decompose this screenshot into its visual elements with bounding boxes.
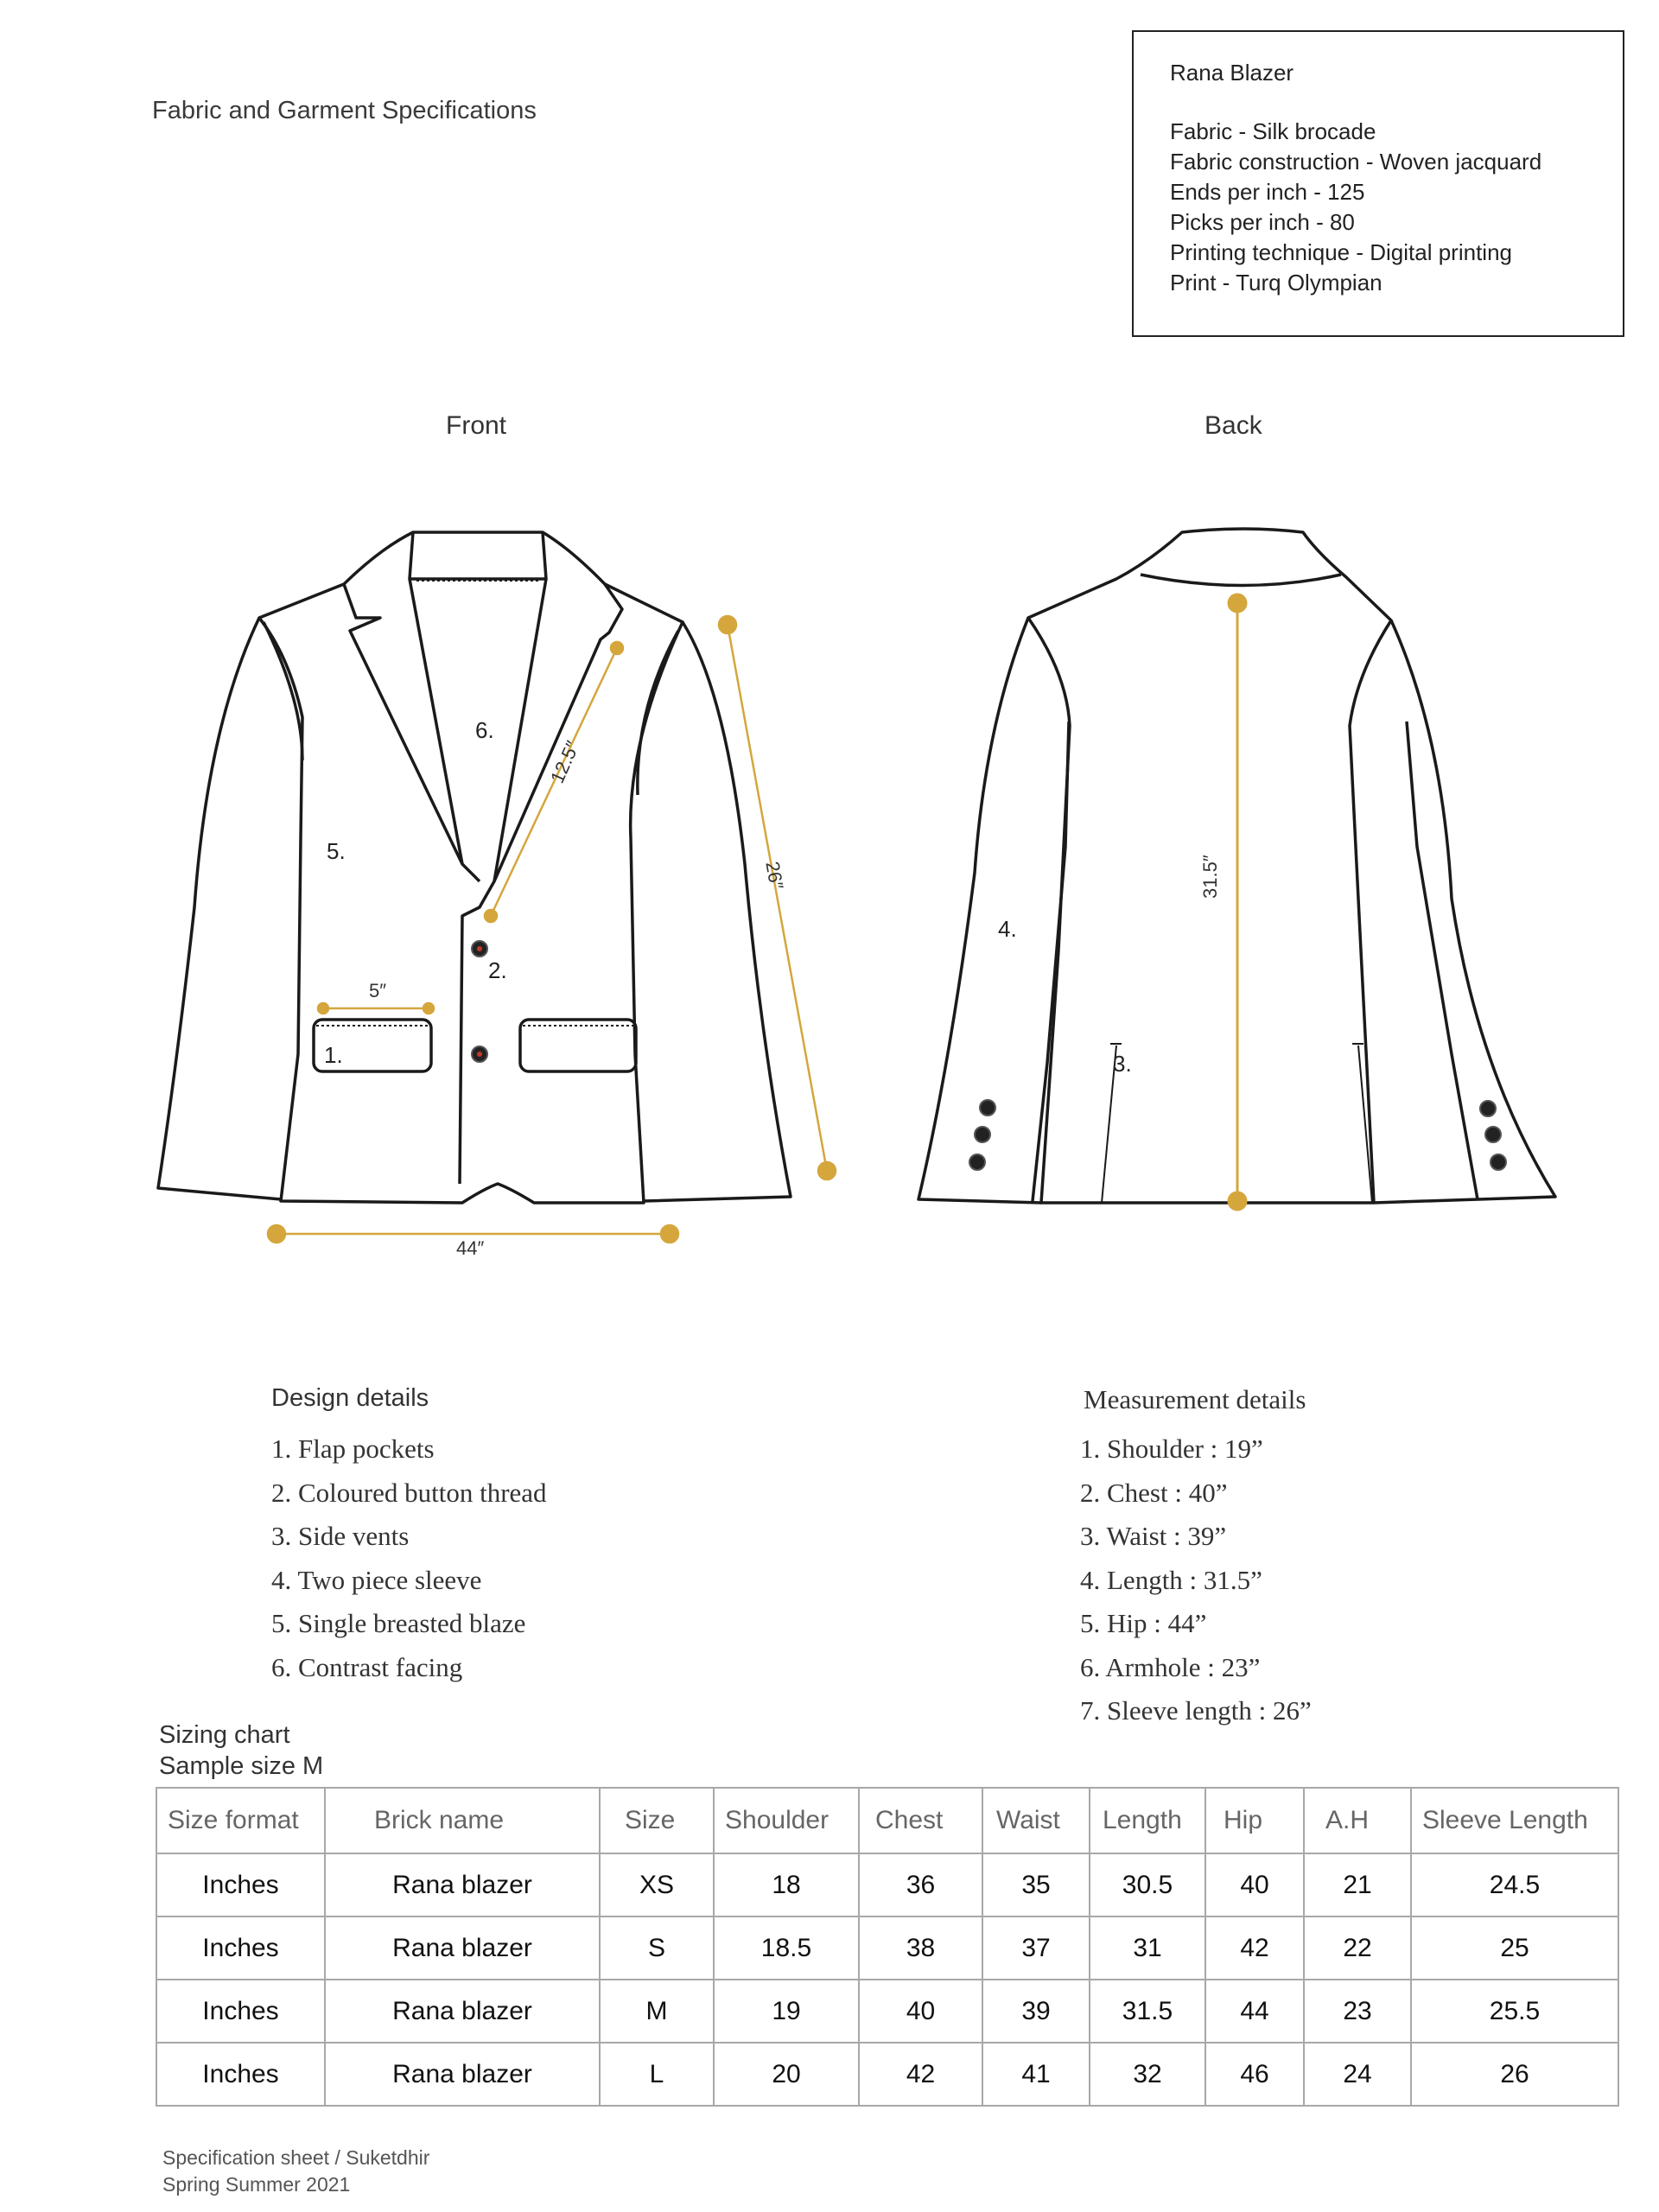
- design-details-heading: Design details: [271, 1384, 429, 1412]
- column-header: Shoulder: [714, 1788, 859, 1853]
- list-item: 7. Sleeve length : 26”: [1080, 1695, 1312, 1726]
- spec-construction: Fabric construction - Woven jacquard: [1170, 149, 1542, 175]
- footer-line-1: Specification sheet / Suketdhir: [162, 2146, 430, 2169]
- front-neck-facing-right: [494, 579, 546, 881]
- table-cell: 35: [982, 1853, 1090, 1916]
- column-header: Brick name: [325, 1788, 600, 1853]
- list-item: 1. Shoulder : 19”: [1080, 1433, 1263, 1464]
- front-blazer-drawing: [158, 532, 791, 1203]
- front-right-pocket: [520, 1020, 636, 1071]
- sleeve-length-label: 26″: [761, 860, 788, 892]
- design-details-list: [271, 1427, 547, 1689]
- table-cell: Rana blazer: [325, 1980, 600, 2043]
- column-header: Chest: [859, 1788, 982, 1853]
- column-header: Length: [1090, 1788, 1205, 1853]
- spec-picks-per-inch: Picks per inch - 80: [1170, 209, 1355, 235]
- table-cell: 25: [1411, 1916, 1618, 1980]
- list-item: 3. Side vents: [271, 1521, 410, 1551]
- front-neck-facing: [410, 579, 462, 864]
- list-item: 2. Chest : 40”: [1080, 1477, 1228, 1508]
- hip-width-label: 44″: [456, 1237, 485, 1259]
- column-header: Size format: [156, 1788, 325, 1853]
- table-cell: Rana blazer: [325, 1853, 600, 1916]
- back-length-label: 31.5″: [1199, 855, 1221, 899]
- spec-garment-name: Rana Blazer: [1170, 60, 1294, 86]
- fabric-spec-box: [1132, 30, 1624, 337]
- table-cell: 39: [982, 1980, 1090, 2043]
- table-row: [156, 1916, 1618, 1980]
- list-item: 3. Waist : 39”: [1080, 1521, 1227, 1551]
- table-cell: 31.5: [1090, 1980, 1205, 2043]
- front-left-lapel: [344, 584, 480, 881]
- button-thread-marker: [477, 1052, 482, 1057]
- measurement-details-list: [1080, 1427, 1312, 1733]
- table-cell: M: [600, 1980, 714, 2043]
- table-cell: 24.5: [1411, 1853, 1618, 1916]
- back-collar-seam: [1141, 575, 1341, 586]
- back-left-sleeve-seam: [1033, 721, 1069, 1201]
- table-cell: 22: [1304, 1916, 1411, 1980]
- column-header: Hip: [1205, 1788, 1304, 1853]
- table-row: [156, 1980, 1618, 2043]
- garment-flat-drawings: [0, 501, 1659, 1279]
- table-cell: Inches: [156, 1980, 325, 2043]
- table-cell: Rana blazer: [325, 1916, 600, 1980]
- spec-ends-per-inch: Ends per inch - 125: [1170, 179, 1365, 205]
- table-cell: 38: [859, 1916, 982, 1980]
- spec-fabric: Fabric - Silk brocade: [1170, 118, 1376, 144]
- table-cell: 18: [714, 1853, 859, 1916]
- table-cell: 42: [859, 2043, 982, 2106]
- front-label-6: 6.: [475, 717, 494, 743]
- table-cell: 36: [859, 1853, 982, 1916]
- measurement-details-heading: Measurement details: [1084, 1384, 1306, 1414]
- front-label-1: 1.: [324, 1042, 343, 1068]
- sizing-chart-heading: [159, 1719, 323, 1782]
- table-cell: 32: [1090, 2043, 1205, 2106]
- list-item: 4. Two piece sleeve: [271, 1564, 482, 1595]
- footer: [162, 2145, 429, 2198]
- table-cell: XS: [600, 1853, 714, 1916]
- back-view-label: Back: [1205, 411, 1262, 440]
- lapel-length-label: 12.5″: [546, 737, 584, 787]
- table-cell: 46: [1205, 2043, 1304, 2106]
- list-item: 6. Armhole : 23”: [1080, 1651, 1261, 1682]
- table-cell: 23: [1304, 1980, 1411, 2043]
- table-cell: Inches: [156, 1916, 325, 1980]
- column-header: Sleeve Length: [1411, 1788, 1618, 1853]
- front-label-5: 5.: [327, 838, 346, 864]
- front-view-label: Front: [446, 411, 507, 440]
- table-cell: S: [600, 1916, 714, 1980]
- front-label-2: 2.: [488, 957, 507, 983]
- footer-line-2: Spring Summer 2021: [162, 2173, 351, 2196]
- list-item: 5. Hip : 44”: [1080, 1608, 1207, 1638]
- table-cell: 40: [1205, 1853, 1304, 1916]
- table-cell: 26: [1411, 2043, 1618, 2106]
- table-cell: 19: [714, 1980, 859, 2043]
- list-item: 1. Flap pockets: [271, 1433, 435, 1464]
- list-item: 5. Single breasted blaze: [271, 1608, 526, 1638]
- table-row: [156, 1853, 1618, 1916]
- table-header-row: [156, 1788, 1618, 1853]
- sleeve-measure-line: [728, 625, 827, 1171]
- front-body-outline: [259, 532, 683, 1203]
- table-cell: 25.5: [1411, 1980, 1618, 2043]
- back-left-sleeve: [918, 618, 1041, 1203]
- table-cell: 42: [1205, 1916, 1304, 1980]
- table-cell: 37: [982, 1916, 1090, 1980]
- sizing-chart-sample: Sample size M: [159, 1752, 324, 1780]
- back-measurements: [1229, 594, 1246, 1210]
- table-cell: Inches: [156, 1853, 325, 1916]
- sizing-table: [156, 1787, 1619, 2107]
- table-cell: 18.5: [714, 1916, 859, 1980]
- sizing-chart-title: Sizing chart: [159, 1721, 290, 1749]
- table-cell: 21: [1304, 1853, 1411, 1916]
- front-right-lapel: [460, 584, 622, 1184]
- table-cell: 44: [1205, 1980, 1304, 2043]
- column-header: Waist: [982, 1788, 1090, 1853]
- back-right-sleeve: [1374, 620, 1555, 1203]
- table-cell: 40: [859, 1980, 982, 2043]
- table-cell: 41: [982, 2043, 1090, 2106]
- pocket-width-label: 5″: [369, 980, 387, 1001]
- table-cell: 31: [1090, 1916, 1205, 1980]
- table-cell: 30.5: [1090, 1853, 1205, 1916]
- front-collar: [410, 532, 546, 579]
- spec-print: Print - Turq Olympian: [1170, 270, 1382, 296]
- table-cell: 24: [1304, 2043, 1411, 2106]
- front-right-sleeve: [644, 622, 791, 1201]
- front-right-sleeve-seam: [638, 631, 678, 795]
- button-thread-marker: [477, 946, 482, 951]
- list-item: 2. Coloured button thread: [271, 1477, 547, 1508]
- table-cell: 20: [714, 2043, 859, 2106]
- front-left-sleeve: [158, 618, 281, 1199]
- table-cell: Inches: [156, 2043, 325, 2106]
- table-cell: Rana blazer: [325, 2043, 600, 2106]
- back-label-3: 3.: [1113, 1051, 1132, 1077]
- table-cell: L: [600, 2043, 714, 2106]
- back-label-4: 4.: [998, 916, 1017, 942]
- lapel-measure-line: [491, 648, 617, 916]
- list-item: 4. Length : 31.5”: [1080, 1564, 1262, 1595]
- page-title: Fabric and Garment Specifications: [152, 97, 537, 124]
- spec-printing-technique: Printing technique - Digital printing: [1170, 239, 1512, 265]
- column-header: Size: [600, 1788, 714, 1853]
- column-header: A.H: [1304, 1788, 1411, 1853]
- table-row: [156, 2043, 1618, 2106]
- list-item: 6. Contrast facing: [271, 1651, 463, 1682]
